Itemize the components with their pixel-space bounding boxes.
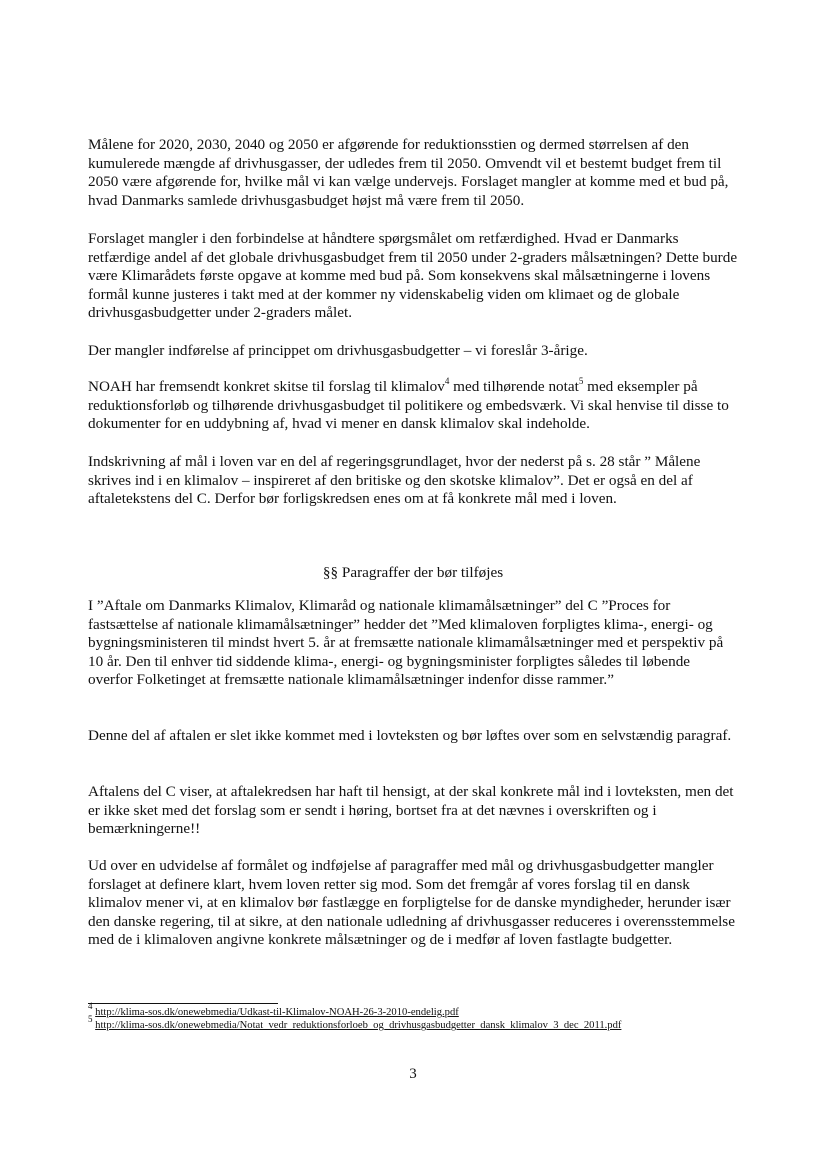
footnote-5 (88, 1014, 738, 1032)
noah-text-2: med tilhørende notat (449, 378, 579, 395)
paragraph-missing-part: Denne del af aftalen er slet ikke kommet med i lovteksten og bør løftes over som en selvstændig paragraf. (88, 727, 732, 744)
noah-text-3: med eksempler på reduktionsforløb og tilhørende drivhusgasbudget til politikere og embedsværk. Vi skal henvise til disse to dokumenter for en uddybning af, hvad vi mener en dansk klimalov skal indeholde. (88, 378, 729, 432)
footnote-number: 5 (88, 1014, 93, 1025)
noah-text-1: NOAH har fremsendt konkret skitse til forslag til klimalov (88, 378, 445, 395)
paragraph-fairness: Forslaget mangler i den forbindelse at håndtere spørgsmålet om retfærdighed. Hvad er Danmarks retfærdige andel af det globale drivhusgasbudget frem til 2050 under 2-graders målsætningen? Dette burde være Klimarådets første opgave at komme med bud på. Som konsekvens skal målsætningerne i lovens formål kunne justeres i takt med at der kommer ny videnskabelig viden om klimaet og de globale drivhusgasbudgetter under 2-graders målet. (88, 230, 738, 321)
footnote-number: 4 (88, 1001, 93, 1012)
footnote-separator (88, 1003, 278, 1004)
paragraph-obligation: Ud over en udvidelse af formålet og indføjelse af paragraffer med mål og drivhusgasbudgetter mangler forslaget at definere klart, hvem loven retter sig mod. Som det fremgår af vores forslag til en dansk klimalov mener vi, at en klimalov bør fastlægge en forpligtelse for de danske myndigheder, herunder især den danske regering, til at sikre, at den nationale udledning af drivhusgasser reduceres i overensstemmelse med de i klimaloven angivne konkrete målsætninger og de i medfør af loven fastlagte budgetter. (88, 857, 735, 948)
paragraph-targets: Målene for 2020, 2030, 2040 og 2050 er afgørende for reduktionsstien og dermed størrelsen af den kumulerede mængde af drivhusgasser, der udledes frem til 2050. Omvendt vil et bestemt budget frem til 2050 være afgørende for, hvilke mål vi kan vælge undervejs. Forslaget mangler at komme med et bud på, hvad Danmarks samlede drivhusgasbudget højst må være frem til 2050. (88, 136, 729, 209)
paragraph-agreement-intent: Aftalens del C viser, at aftalekredsen har haft til hensigt, at der skal konkrete mål ind i lovteksten, men det er ikke sket med det forslag som er sendt i høring, bortset fra at det nævnes i overskriften og i bemærkningerne!! (88, 783, 734, 837)
section-heading: §§ Paragraffer der bør tilføjes (322, 564, 504, 581)
paragraph-noah-proposal (88, 375, 738, 434)
footnote-link[interactable]: http://klima-sos.dk/onewebmedia/Notat_vedr_reduktionsforloeb_og_drivhusgasbudgetter_dansk_klimalov_3_dec_2011.pdf (95, 1020, 622, 1031)
footnote-ref-4[interactable]: 4 (444, 375, 450, 386)
page-number: 3 (409, 1066, 417, 1082)
footnote-4 (88, 1001, 738, 1019)
paragraph-budget-principle: Der mangler indførelse af princippet om drivhusgasbudgetter – vi foreslår 3-årige. (88, 342, 588, 359)
footnote-ref-5[interactable]: 5 (578, 375, 584, 386)
footnote-link[interactable]: http://klima-sos.dk/onewebmedia/Udkast-til-Klimalov-NOAH-26-3-2010-endelig.pdf (95, 1007, 459, 1018)
paragraph-government-basis: Indskrivning af mål i loven var en del af regeringsgrundlaget, hvor der nederst på s. 28 står ” Målene skrives ind i en klimalov – inspireret af den britiske og den skotske klimalov”. Det er også en del af aftaletekstens del C. Derfor bør forligskredsen enes om at få konkrete mål med i loven. (88, 453, 701, 507)
paragraph-agreement-quote: I ”Aftale om Danmarks Klimalov, Klimaråd og nationale klimamålsætninger” del C ”Proces for fastsættelse af nationale klimamålsætninger” hedder det ”Med klimaloven forpligtes klima-, energi- og bygningsministeren til mindst hvert 5. år at fremsætte nationale klimamålsætninger med et perspektiv på 10 år. Den til enhver tid siddende klima-, energi- og bygningsminister forpligtes således til løbende overfor Folketinget at fremsætte nationale klimamålsætninger indenfor disse rammer.” (88, 597, 724, 688)
